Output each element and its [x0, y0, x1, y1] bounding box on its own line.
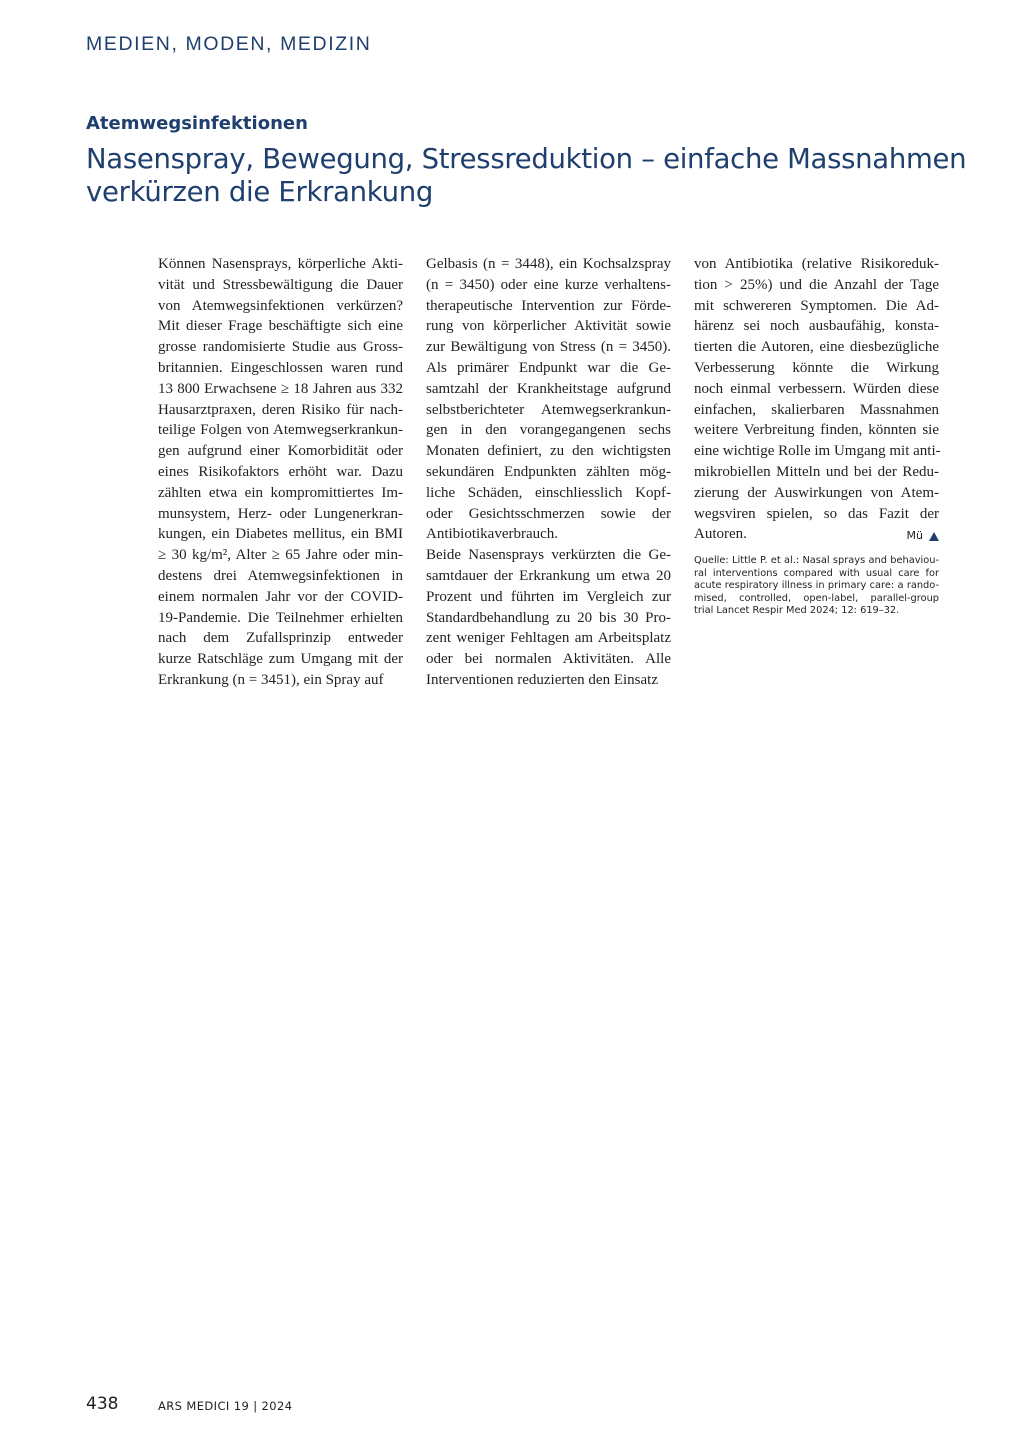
text-line: Können Nasensprays, körperliche Akti-: [158, 256, 403, 272]
source-line: Quelle: Little P. et al.: Nasal sprays and behaviou-: [694, 555, 939, 566]
text-line: samtzahl der Krankheitstage aufgrund: [426, 380, 671, 397]
text-line: teilige Folgen von Atemwegserkrankun-: [158, 422, 403, 439]
text-line: rung von körperlicher Aktivität sowie: [426, 318, 671, 335]
headline-line: Nasenspray, Bewegung, Stressreduktion – einfache Massnahmen: [86, 143, 967, 175]
text-line: oder Gesichtsschmerzen sowie der: [426, 505, 671, 522]
text-line: therapeutische Intervention zur Förde-: [426, 297, 671, 314]
end-triangle-icon: [929, 532, 939, 541]
text-line: noch einmal verbessern. Würden diese: [694, 380, 939, 397]
text-line: einfachen, skalierbaren Massnahmen: [694, 401, 939, 418]
text-line: samtdauer der Erkrankung um etwa 20: [426, 567, 671, 584]
text-line: zierung der Auswirkungen von Atem-: [694, 484, 939, 501]
text-line: zählten etwa ein kompromittiertes Im-: [158, 484, 403, 501]
journal-issue: ARS MEDICI 19 | 2024: [158, 1399, 293, 1413]
text-line: mikrobiellen Mitteln und bei der Redu-: [694, 463, 939, 480]
source-line: trial Lancet Respir Med 2024; 12: 619–32.: [694, 605, 900, 617]
text-line: Monaten definiert, zu den wichtigsten: [426, 443, 671, 460]
text-line: mit schwereren Symptomen. Die Ad-: [694, 297, 939, 314]
text-line: destens drei Atemwegsinfektionen in: [158, 567, 403, 584]
text-line: britannien. Eingeschlossen waren rund: [158, 359, 403, 376]
text-line: Standardbehandlung zu 20 bis 30 Pro-: [426, 609, 671, 626]
text-line: vität und Stressbewältigung die Dauer: [158, 276, 403, 293]
source-line: ral interventions compared with usual care for: [694, 567, 939, 579]
author-initials: Mü: [906, 528, 923, 542]
text-line-content: Autoren.: [694, 526, 747, 543]
text-line: kungen, ein Diabetes mellitus, ein BMI: [158, 526, 403, 543]
text-column-2: [426, 254, 671, 691]
text-line: härenz sei noch ausbaufähig, konsta-: [694, 318, 939, 335]
text-line: 19-Pandemie. Die Teilnehmer erhielten: [158, 609, 403, 626]
headline-line: verkürzen die Erkrankung: [86, 176, 433, 208]
article-headline: [86, 143, 966, 209]
text-line: Beide Nasensprays verkürzten die Ge-: [426, 547, 671, 564]
text-line: von Atemwegsinfektionen verkürzen?: [158, 297, 403, 314]
text-line: Antibiotikaverbrauch.: [426, 526, 559, 543]
author-mark: [907, 524, 939, 545]
text-line: Erkrankung (n = 3451), ein Spray auf: [158, 671, 384, 688]
text-line: sekundären Endpunkten zählten mög-: [426, 463, 671, 480]
source-citation: [694, 555, 939, 618]
page-number: 438: [86, 1394, 119, 1414]
article-kicker: Atemwegsinfektionen: [86, 113, 308, 134]
text-line: grosse randomisierte Studie aus Gross-: [158, 339, 403, 356]
text-line: [694, 524, 939, 545]
text-line: tion > 25%) und die Anzahl der Tage: [694, 276, 939, 293]
text-line: Prozent und führten im Vergleich zur: [426, 588, 671, 605]
section-title: MEDIEN, MODEN, MEDIZIN: [86, 33, 372, 55]
text-line: Als primärer Endpunkt war die Ge-: [426, 359, 671, 376]
text-line: Hausarztpraxen, deren Risiko für nach-: [158, 401, 403, 418]
text-line: gen aufgrund einer Komorbidität oder: [158, 443, 403, 460]
text-line: kurze Ratschläge zum Umgang mit der: [158, 651, 403, 668]
text-line: Mit dieser Frage beschäftigte sich eine: [158, 318, 403, 335]
text-line: ≥ 30 kg/m², Alter ≥ 65 Jahre oder min-: [158, 547, 403, 564]
text-line: zur Bewältigung von Stress (n = 3450).: [426, 339, 671, 356]
text-column-3: [694, 254, 939, 545]
text-column-1: [158, 254, 403, 691]
text-line: tierten die Autoren, eine diesbezügliche: [694, 339, 939, 356]
text-line: Verbesserung könnte die Wirkung: [694, 359, 939, 376]
text-line: munsystem, Herz- oder Lungenerkran-: [158, 505, 403, 522]
text-line: gen in den vorangegangenen sechs: [426, 422, 671, 439]
text-line: oder bei normalen Aktivitäten. Alle: [426, 651, 671, 668]
text-line: Interventionen reduzierten den Einsatz: [426, 671, 658, 688]
text-line: eines Risikofaktors erhöht war. Dazu: [158, 463, 403, 480]
text-line: einem normalen Jahr vor der COVID-: [158, 588, 403, 605]
text-line: eine wichtige Rolle im Umgang mit anti-: [694, 443, 941, 460]
text-line: liche Schäden, einschliesslich Kopf-: [426, 484, 671, 501]
source-line: acute respiratory illness in primary care: a rando-: [694, 580, 939, 592]
text-line: weitere Verbreitung finden, könnten sie: [694, 422, 939, 439]
text-line: 13 800 Erwachsene ≥ 18 Jahren aus 332: [158, 380, 403, 397]
text-line: selbstberichteter Atemwegserkrankun-: [426, 401, 671, 418]
text-line: nach dem Zufallsprinzip entweder: [158, 630, 403, 647]
source-line: mised, controlled, open-label, parallel-group: [694, 592, 939, 604]
text-line: Gelbasis (n = 3448), ein Kochsalzspray: [426, 256, 671, 272]
text-line: zent weniger Fehltagen am Arbeitsplatz: [426, 630, 671, 647]
text-line: (n = 3450) oder eine kurze verhaltens-: [426, 276, 671, 293]
text-line: wegsviren spielen, so das Fazit der: [694, 505, 939, 522]
text-line: von Antibiotika (relative Risikoreduk-: [694, 256, 939, 272]
